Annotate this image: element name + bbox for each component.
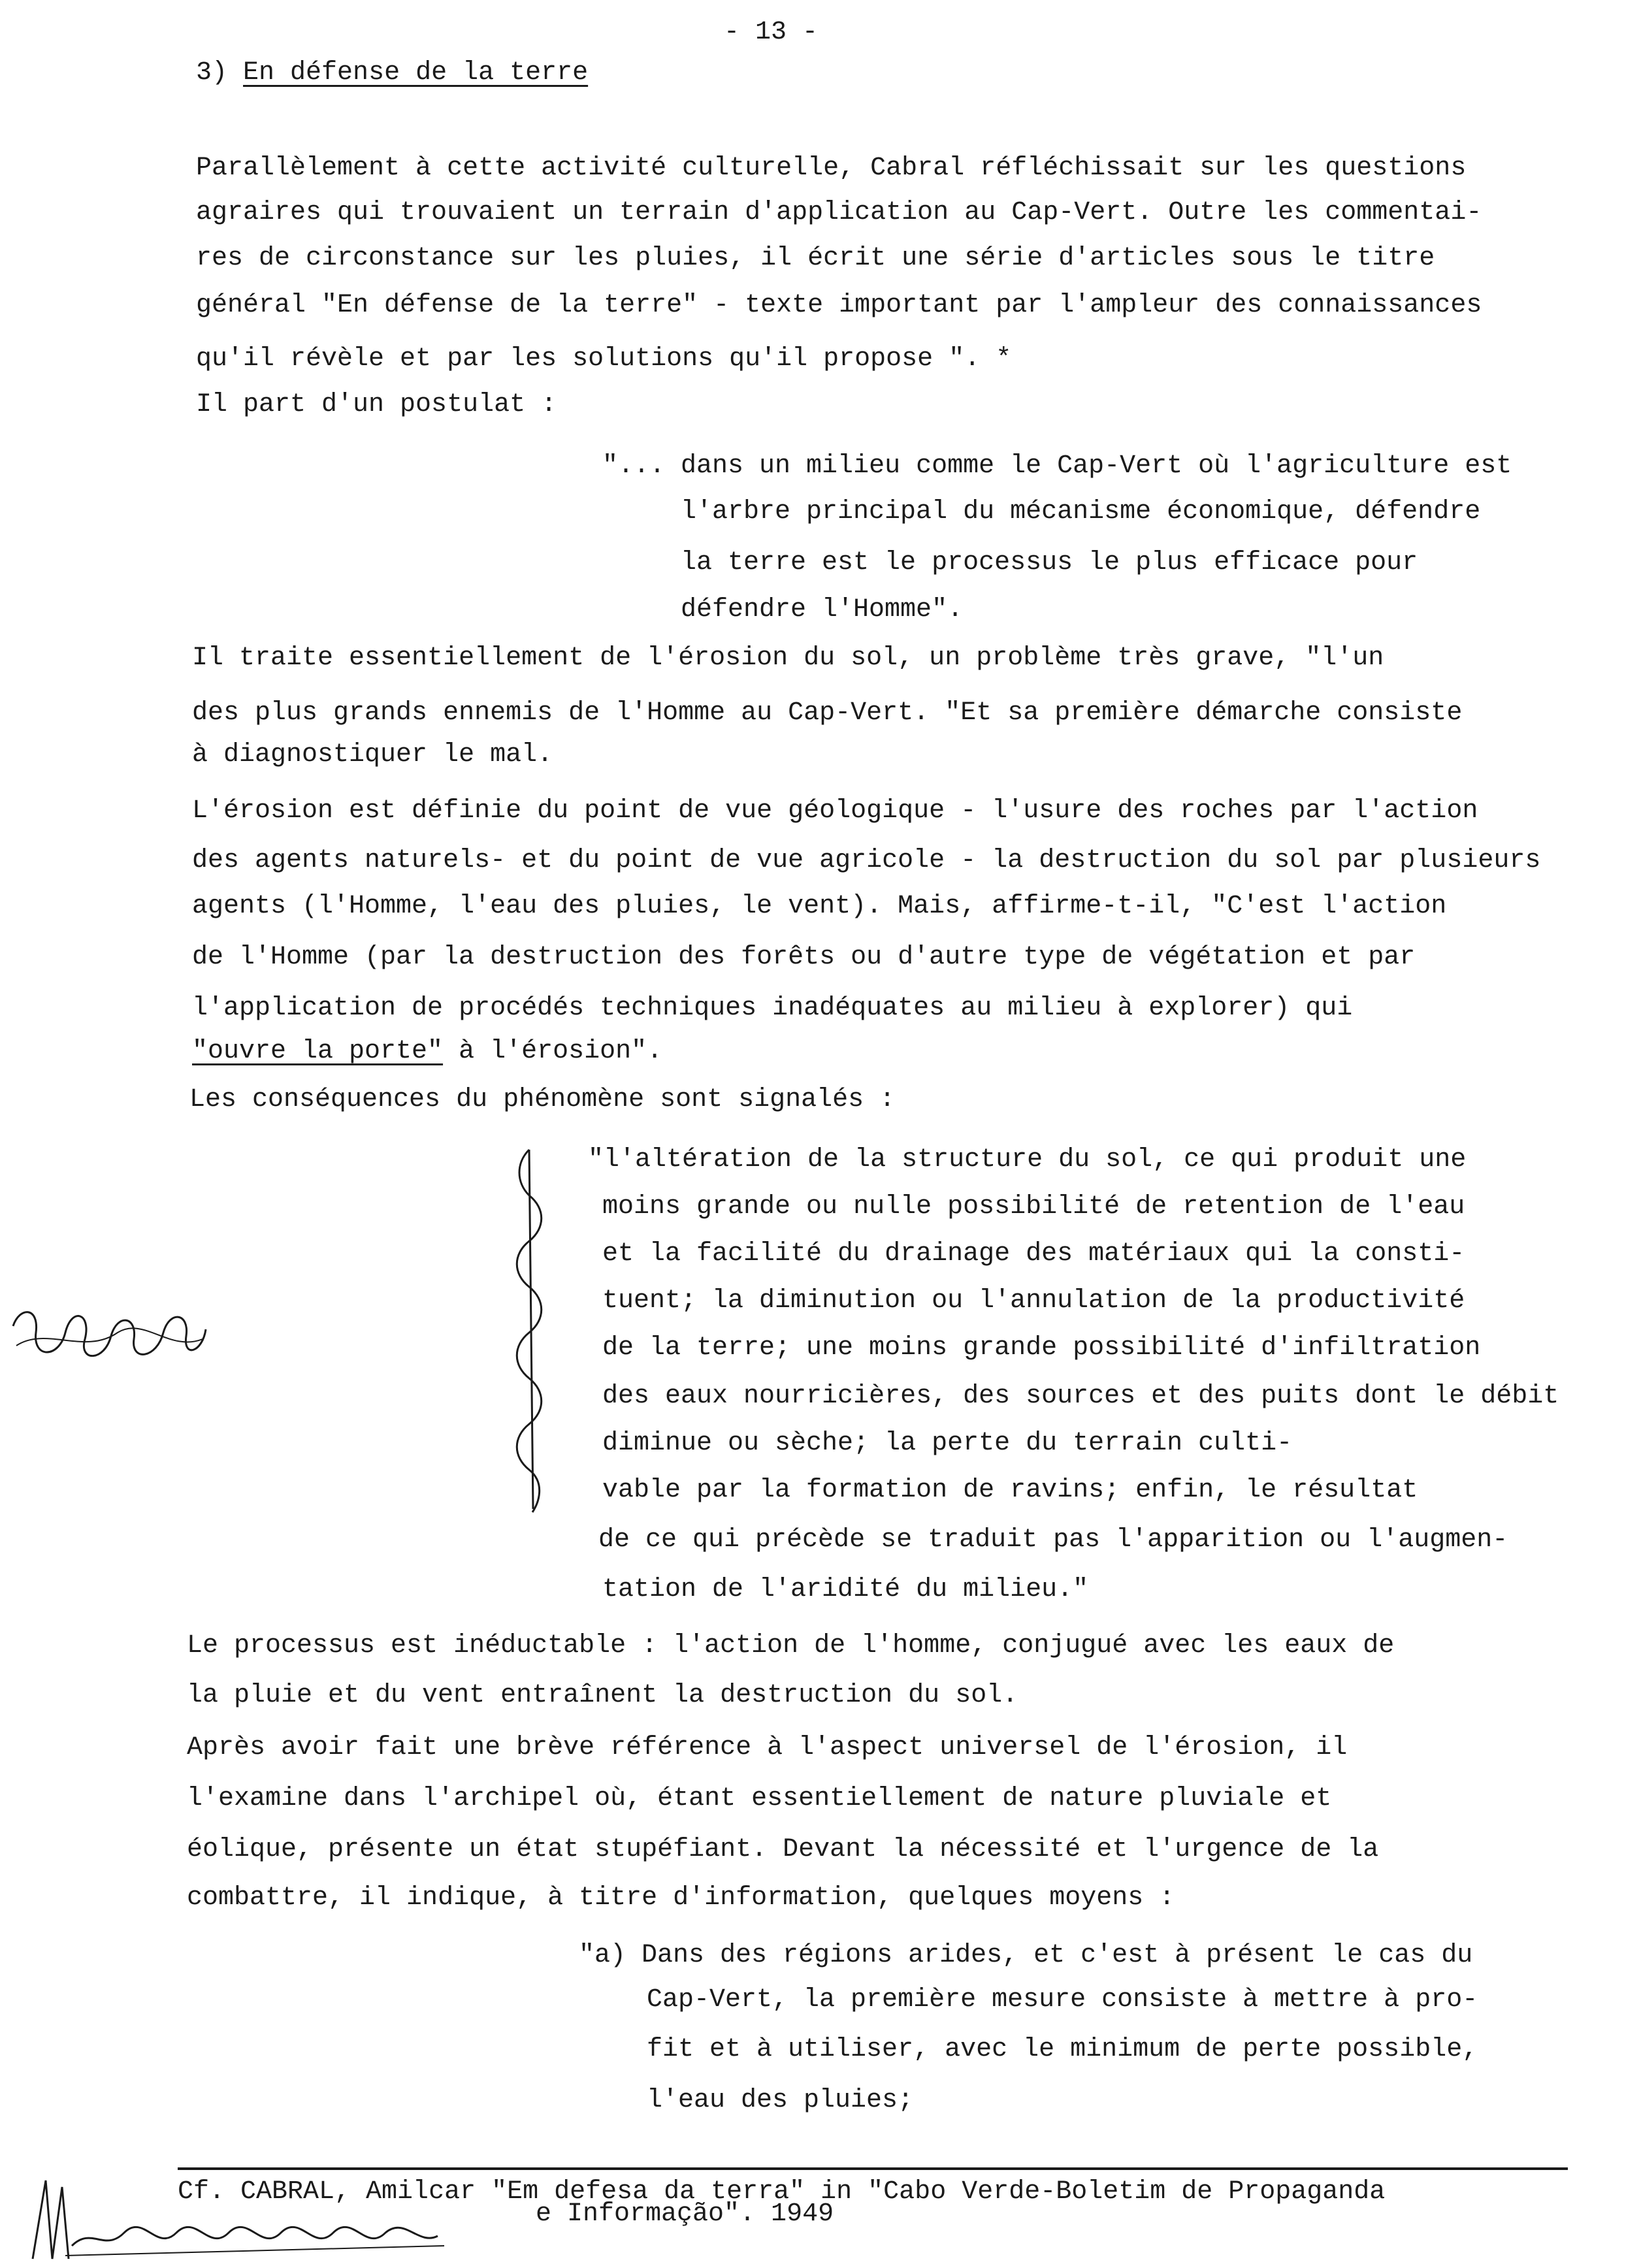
paragraph-3-line: Après avoir fait une brève référence à l'aspect universel de l'érosion, il <box>187 1733 1348 1762</box>
line-remainder: à l'érosion". <box>443 1037 663 1066</box>
quote-2-line: de la terre; une moins grande possibilité d'infiltration <box>602 1333 1481 1363</box>
quote-3-line: l'eau des pluies; <box>647 2086 914 2115</box>
paragraph-3-line: combattre, il indique, à titre d'information, quelques moyens : <box>187 1883 1175 1913</box>
paragraph-3-line: la pluie et du vent entraînent la destruction du sol. <box>187 1681 1018 1710</box>
margin-squiggle-annotation <box>510 1143 568 1515</box>
quote-1-line: "... dans un milieu comme le Cap-Vert où l'agriculture est <box>602 451 1512 481</box>
bottom-signature <box>26 2167 444 2265</box>
postulate-intro: Il part d'un postulat : <box>196 390 557 419</box>
quote-1-line: défendre l'Homme". <box>681 595 964 624</box>
paragraph-2-line: de l'Homme (par la destruction des forêts ou d'autre type de végétation et par <box>192 943 1416 972</box>
section-title: En défense de la terre <box>243 58 589 88</box>
quote-2-line: vable par la formation de ravins; enfin, le résultat <box>602 1476 1418 1505</box>
quote-2-line: tation de l'aridité du milieu." <box>602 1575 1089 1604</box>
footnote-line-2: e Informação". 1949 <box>536 2199 834 2229</box>
paragraph-2-line: L'érosion est définie du point de vue géologique - l'usure des roches par l'action <box>192 796 1478 826</box>
consequences-intro: Les conséquences du phénomène sont signalés : <box>189 1085 896 1114</box>
quote-2-line: tuent; la diminution ou l'annulation de la productivité <box>602 1286 1465 1316</box>
margin-initials-signature <box>7 1300 209 1372</box>
paragraph-1-line: agraires qui trouvaient un terrain d'application au Cap-Vert. Outre les commentai- <box>196 198 1482 227</box>
footnote-line-1: Cf. CABRAL, Amilcar "Em defesa da terra" in "Cabo Verde-Boletim de Propaganda <box>178 2177 1386 2207</box>
paragraph-3-line: l'examine dans l'archipel où, étant essentiellement de nature pluviale et <box>187 1784 1332 1813</box>
paragraph-2-line: agents (l'Homme, l'eau des pluies, le vent). Mais, affirme-t-il, "C'est l'action <box>192 892 1447 921</box>
quote-1-line: l'arbre principal du mécanisme économique, défendre <box>681 497 1481 526</box>
paragraph-1-line: général "En défense de la terre" - texte important par l'ampleur des connaissances <box>196 291 1482 320</box>
quote-2-line: des eaux nourricières, des sources et des puits dont le débit <box>602 1382 1559 1411</box>
paragraph-2-line: des agents naturels- et du point de vue agricole - la destruction du sol par plusieurs <box>192 846 1541 875</box>
paragraph-3-line: Le processus est inéductable : l'action de l'homme, conjugué avec les eaux de <box>187 1631 1395 1660</box>
quote-1-line: la terre est le processus le plus efficace pour <box>681 548 1418 577</box>
quote-2-line: moins grande ou nulle possibilité de retention de l'eau <box>602 1192 1465 1222</box>
quote-2-line: et la facilité du drainage des matériaux qui la consti- <box>602 1239 1465 1269</box>
quote-2-line: diminue ou sèche; la perte du terrain culti- <box>602 1429 1293 1458</box>
paragraph-1-line: res de circonstance sur les pluies, il écrit une série d'articles sous le titre <box>196 244 1435 273</box>
section-heading <box>196 60 588 86</box>
paragraph-2-line: à diagnostiquer le mal. <box>192 740 553 770</box>
paragraph-2-line: Il traite essentiellement de l'érosion du sol, un problème très grave, "l'un <box>192 643 1384 673</box>
quote-2-line: de ce qui précède se traduit pas l'apparition ou l'augmen- <box>598 1525 1508 1555</box>
paragraph-2-line: des plus grands ennemis de l'Homme au Cap-Vert. "Et sa première démarche consiste <box>192 698 1463 728</box>
paragraph-2-last-line <box>192 1039 662 1065</box>
page-number: - 13 - <box>724 18 819 47</box>
quote-2-line: "l'altération de la structure du sol, ce qui produit une <box>588 1145 1467 1174</box>
section-number: 3) <box>196 58 228 88</box>
paragraph-1-line: qu'il révèle et par les solutions qu'il propose ". * <box>196 344 1012 374</box>
paragraph-3-line: éolique, présente un état stupéfiant. Devant la nécessité et l'urgence de la <box>187 1835 1379 1864</box>
paragraph-2-line: l'application de procédés techniques inadéquates au milieu à explorer) qui <box>192 994 1353 1023</box>
quote-3-line: "a) Dans des régions arides, et c'est à présent le cas du <box>579 1941 1473 1970</box>
quote-3-line: fit et à utiliser, avec le minimum de perte possible, <box>647 2035 1478 2064</box>
paragraph-1-line: Parallèlement à cette activité culturelle, Cabral réfléchissait sur les questions <box>196 154 1467 183</box>
quote-3-line: Cap-Vert, la première mesure consiste à mettre à pro- <box>647 1985 1478 2015</box>
underlined-phrase: "ouvre la porte" <box>192 1037 444 1066</box>
